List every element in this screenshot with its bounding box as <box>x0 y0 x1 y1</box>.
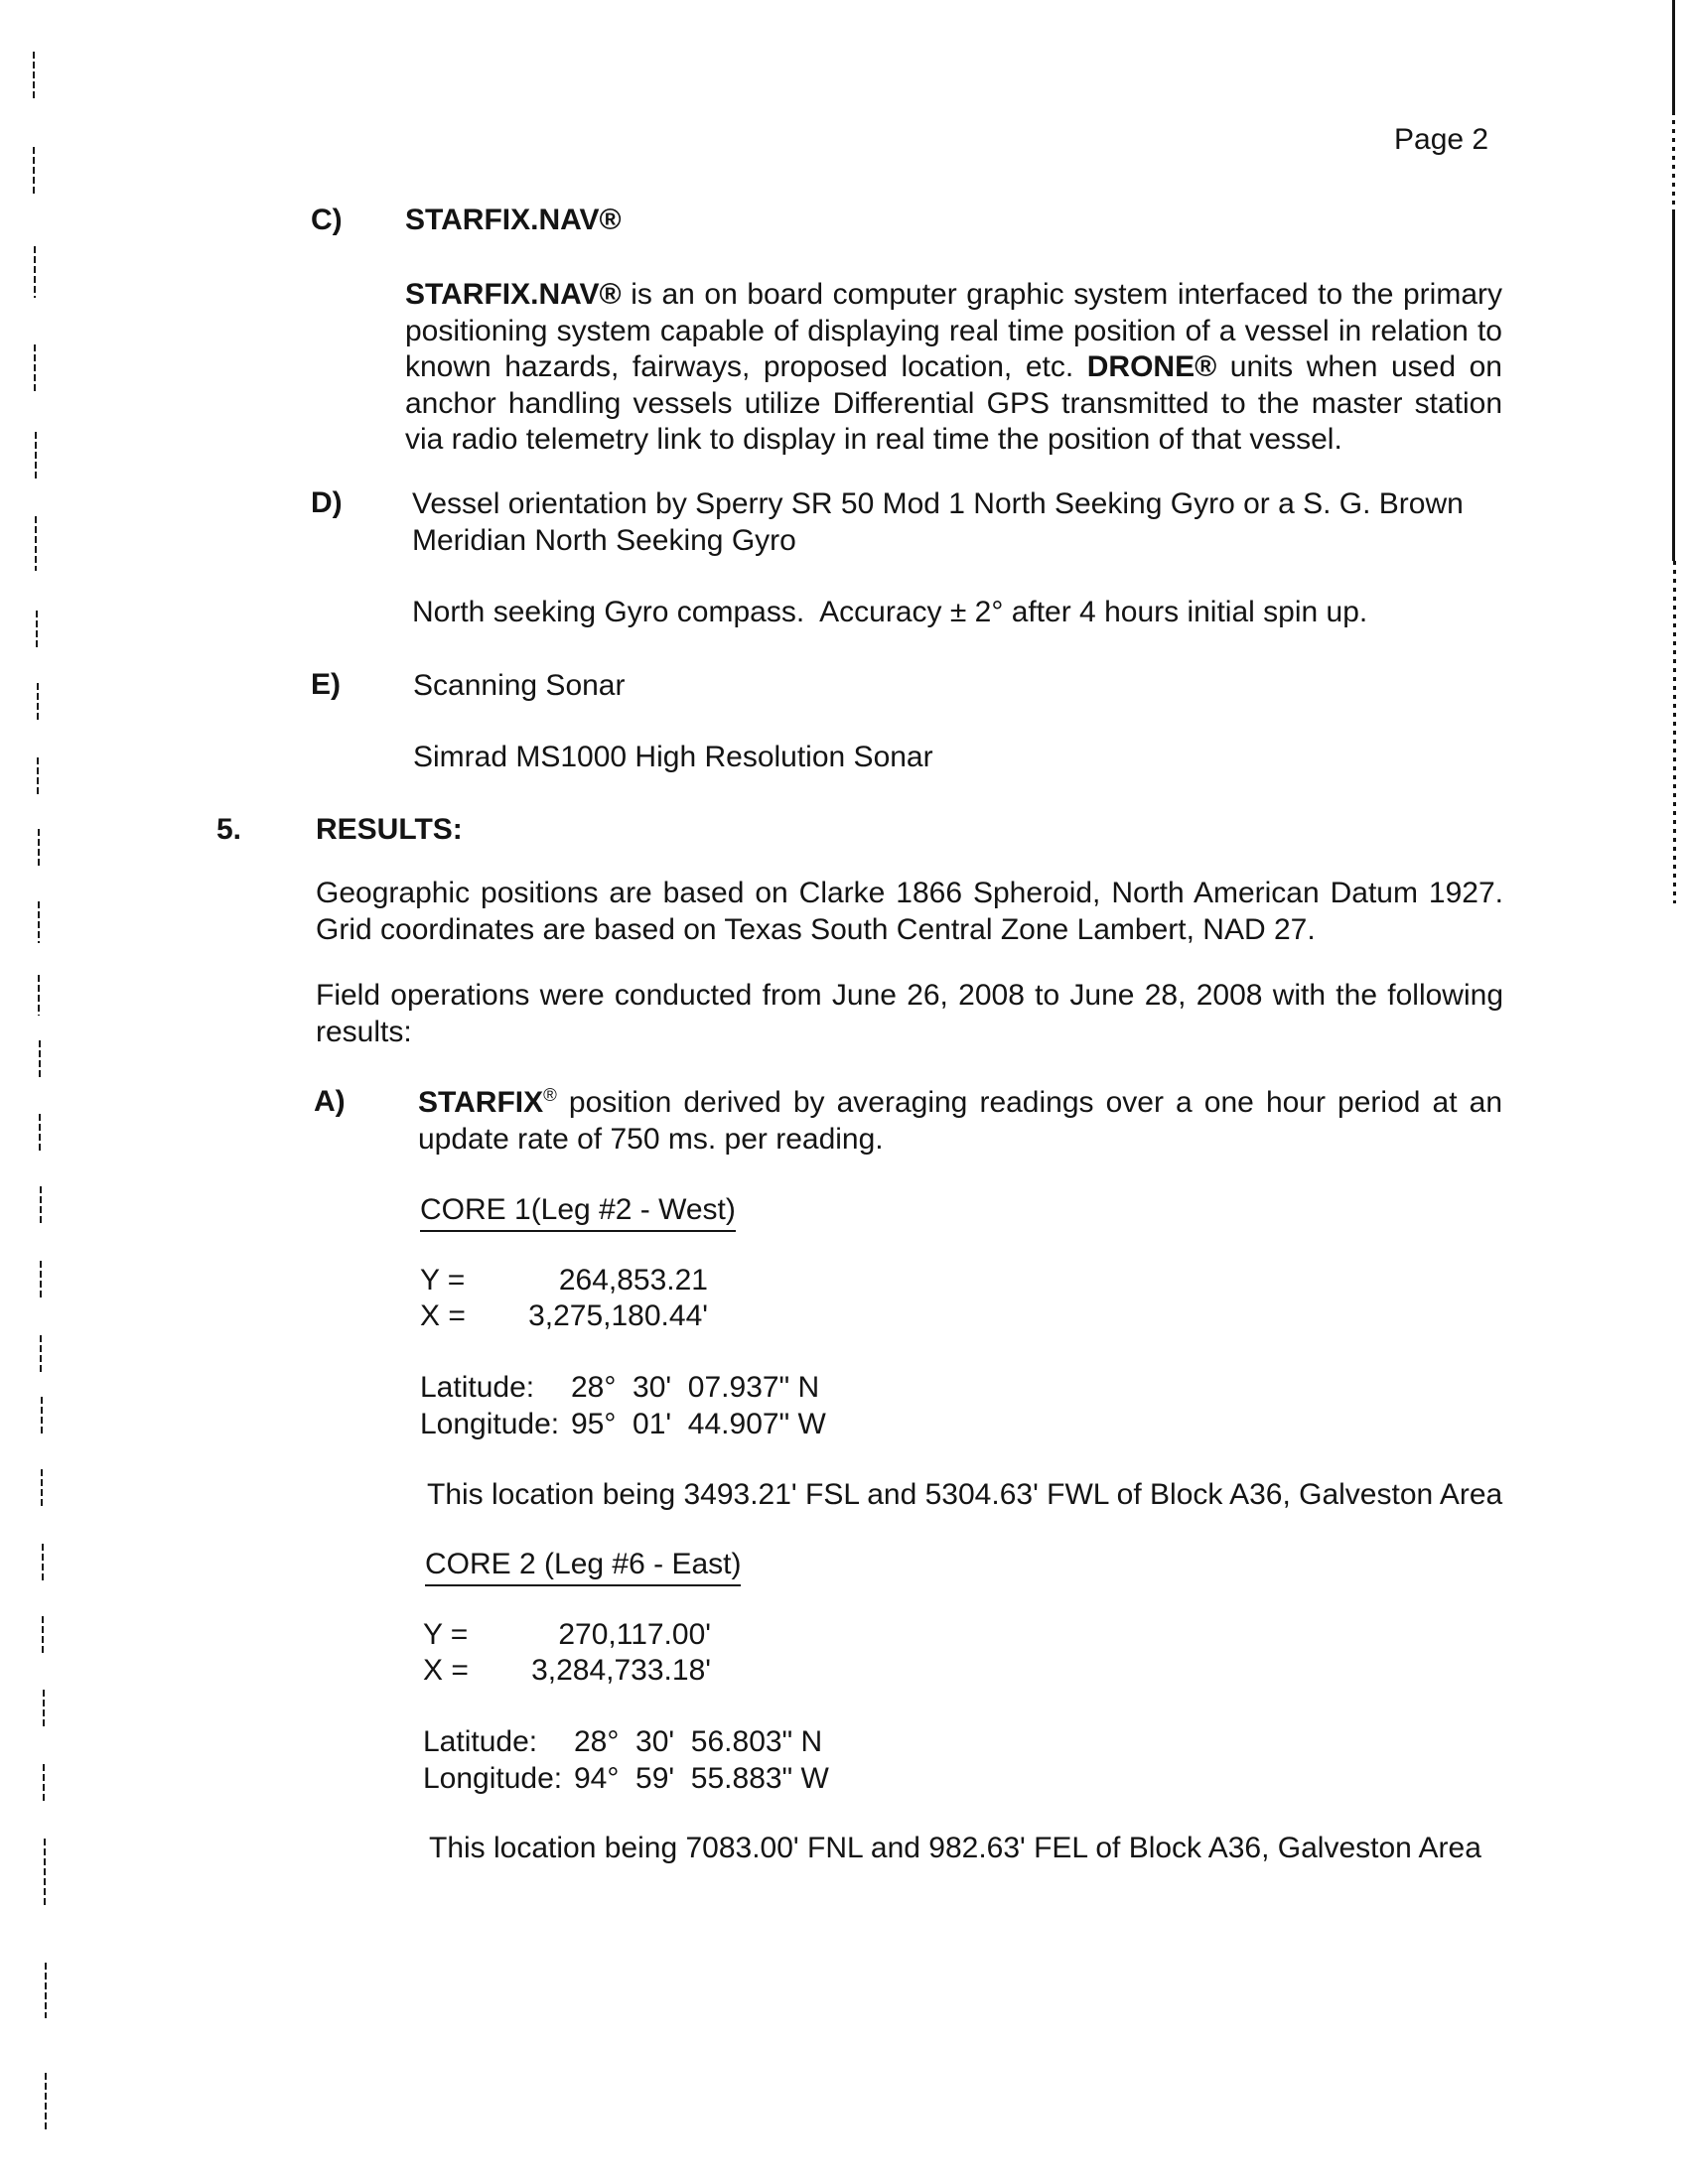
section-5-number: 5. <box>216 813 242 846</box>
registered-trademark-sup: ® <box>543 1084 557 1105</box>
section-5-title: RESULTS: <box>316 813 463 846</box>
scan-artifact-tick <box>34 344 36 394</box>
y-coordinate-value: 270,117.00' <box>558 1618 711 1651</box>
scan-artifact-tick <box>34 246 36 298</box>
scan-artifact-tick <box>41 1397 43 1434</box>
section-5-paragraph-1: Geographic positions are based on Clarke 1866 Spheroid, North American Datum 1927. Grid coordinates are based on Texas South Central Zone Lambert, NAD 27. <box>316 877 1503 946</box>
y-coordinate-value: 264,853.21 <box>558 1264 708 1297</box>
starfix-bold: STARFIX <box>418 1086 544 1119</box>
x-coordinate-label: X = <box>423 1654 469 1687</box>
item-d-text: Vessel orientation by Sperry SR 50 Mod 1 North Seeking Gyro or a S. G. Brown Meridian North Seeking Gyro <box>412 487 1464 557</box>
core-1-latitude-row <box>420 1369 826 1406</box>
scan-artifact-tick <box>38 901 40 943</box>
longitude-label: Longitude: <box>420 1408 560 1440</box>
core-1-heading: CORE 1(Leg #2 - West) <box>420 1193 736 1232</box>
core-1-geographic-coordinates <box>420 1369 826 1442</box>
item-a-text: position derived by averaging readings over a one hour period at an update rate of 750 ms. per reading. <box>418 1086 1502 1156</box>
core-2-heading: CORE 2 (Leg #6 - East) <box>425 1548 741 1586</box>
scan-artifact-tick <box>37 683 39 723</box>
core-2-longitude-row <box>423 1760 829 1797</box>
core-2-latitude-row <box>423 1723 829 1760</box>
x-coordinate-label: X = <box>420 1299 466 1332</box>
scan-edge-line <box>1672 210 1675 561</box>
latitude-label: Latitude: <box>423 1725 538 1758</box>
core-1-longitude-row <box>420 1406 826 1442</box>
core-1-grid-coordinates <box>420 1263 708 1334</box>
item-c-title: STARFIX.NAV® <box>405 204 622 236</box>
scan-artifact-tick <box>44 1839 46 1908</box>
scan-artifact-tick <box>45 2073 47 2129</box>
item-e-text: Scanning Sonar <box>413 669 626 702</box>
latitude-value: 28° 30' 56.803" N <box>574 1725 823 1758</box>
scan-artifact-tick <box>38 975 40 1016</box>
longitude-value: 94° 59' 55.883" W <box>574 1762 829 1795</box>
item-c-text-1: is an on board computer graphic system interfaced to the primary positioning system capable of displaying real time position of a vessel in relation to known hazards, fairways, proposed location, etc. <box>405 278 1502 383</box>
scan-artifact-tick <box>41 1469 43 1509</box>
starfix-nav-bold: STARFIX.NAV® <box>405 278 622 311</box>
scan-artifact-tick <box>35 432 37 481</box>
y-coordinate-label: Y = <box>420 1264 466 1297</box>
latitude-value: 28° 30' 07.937" N <box>571 1371 820 1404</box>
core-2-grid-coordinates <box>423 1617 711 1689</box>
scan-artifact-tick <box>36 611 38 650</box>
x-coordinate-value: 3,275,180.44' <box>528 1299 708 1332</box>
core-2-geographic-coordinates <box>423 1723 829 1797</box>
x-coordinate-value: 3,284,733.18' <box>531 1654 711 1687</box>
y-coordinate-label: Y = <box>423 1618 469 1651</box>
item-c-label: C) <box>311 204 343 236</box>
scan-artifact-tick <box>38 829 40 869</box>
scan-artifact-tick <box>40 1186 42 1226</box>
scan-artifact-tick <box>43 1764 45 1804</box>
item-a-paragraph <box>418 1085 1502 1158</box>
item-c-paragraph <box>405 277 1502 459</box>
scan-artifact-tick <box>42 1616 44 1656</box>
page-number: Page 2 <box>1394 123 1489 156</box>
scan-artifact-tick <box>37 757 39 797</box>
longitude-label: Longitude: <box>423 1762 563 1795</box>
scan-edge-line <box>1673 561 1676 903</box>
item-d-label: D) <box>311 486 343 519</box>
core-1-x-row <box>420 1298 708 1334</box>
item-c-text-2: units when used on anchor handling vessels utilize Differential GPS transmitted to the master station via radio telemetry link to display in real time the position of that vessel. <box>405 350 1502 456</box>
item-a-label: A) <box>314 1085 346 1118</box>
scan-artifact-tick <box>39 1114 41 1154</box>
scan-artifact-tick <box>45 1963 47 2018</box>
item-e-note: Simrad MS1000 High Resolution Sonar <box>413 741 933 773</box>
scan-artifact-tick <box>40 1335 42 1375</box>
latitude-label: Latitude: <box>420 1371 535 1404</box>
scan-artifact-tick <box>42 1544 44 1581</box>
core-1-location-note: This location being 3493.21' FSL and 5304.63' FWL of Block A36, Galveston Area <box>427 1478 1503 1511</box>
core-2-location-note: This location being 7083.00' FNL and 982.63' FEL of Block A36, Galveston Area <box>429 1832 1481 1864</box>
scan-artifact-tick <box>43 1690 45 1729</box>
scan-artifact-tick <box>33 147 35 195</box>
scan-edge-line <box>1672 0 1675 111</box>
drone-bold: DRONE® <box>1086 350 1217 383</box>
item-d-note: North seeking Gyro compass. Accuracy ± 2° after 4 hours initial spin up. <box>412 596 1368 628</box>
scan-artifact-tick <box>40 1261 42 1300</box>
core-1-y-row <box>420 1263 708 1298</box>
longitude-value: 95° 01' 44.907" W <box>571 1408 826 1440</box>
core-2-y-row <box>423 1617 711 1653</box>
scan-artifact-tick <box>33 52 35 99</box>
item-e-label: E) <box>311 668 341 701</box>
section-5-paragraph-2: Field operations were conducted from June 26, 2008 to June 28, 2008 with the following results: <box>316 979 1503 1048</box>
core-2-x-row <box>423 1653 711 1689</box>
scan-edge-line <box>1672 111 1675 210</box>
scan-artifact-tick <box>35 516 37 571</box>
scan-artifact-tick <box>39 1040 41 1079</box>
